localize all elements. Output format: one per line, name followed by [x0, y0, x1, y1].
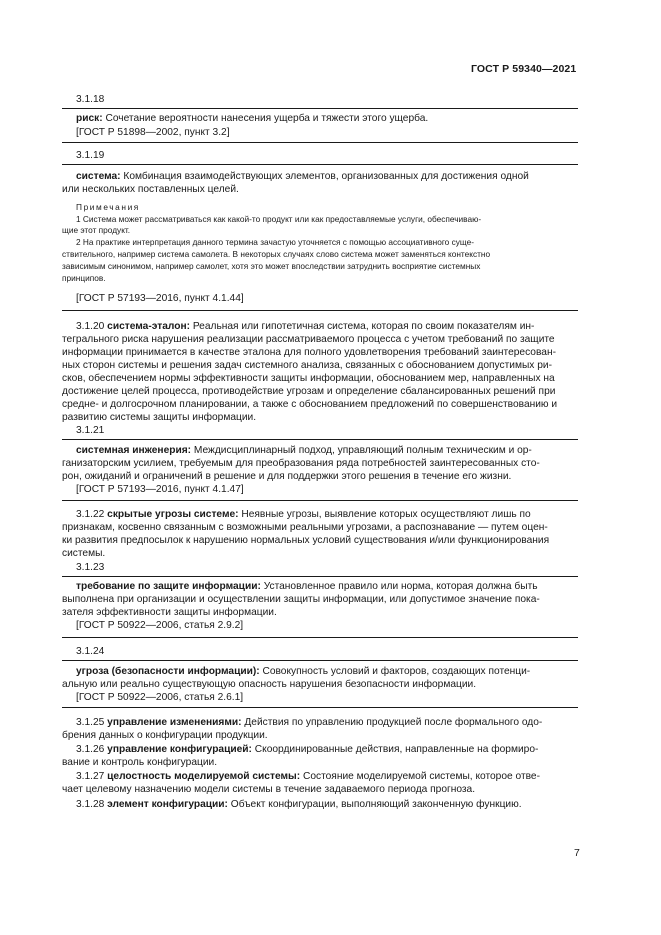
term: системная инженерия:: [76, 445, 192, 456]
definition-line: требование по защите информации: Установленное правило или норма, которая должна быть: [76, 581, 538, 592]
definition-line: альную или реально существующую опасность нарушения безопасности информации.: [62, 679, 477, 690]
term: целостность моделируемой системы:: [107, 771, 301, 782]
definition-line: системная инженерия: Междисциплинарный подход, управляющий полным техническим и ор-: [76, 445, 532, 456]
paragraph-line: признакам, косвенно связанным с возможными реальными угрозами, а распознавание — путем оцен-: [62, 522, 548, 533]
source-reference: [ГОСТ Р 51898—2002, пункт 3.2]: [76, 127, 230, 138]
definition-line: ганизаторским усилием, требуемым для преобразования ряда потребностей заинтересованных сто-: [62, 458, 540, 469]
term-number: 3.1.24: [76, 646, 105, 657]
note-line: 2 На практике интерпретация данного термина зачастую уточняется с помощью ассоциативного суще-: [76, 237, 474, 247]
definition-line: риск: Сочетание вероятности нанесения ущерба и тяжести этого ущерба.: [76, 113, 429, 124]
paragraph-line: вание и контроль конфигурации.: [62, 757, 218, 768]
term-box: [62, 576, 578, 638]
term-box: [62, 164, 578, 311]
term: управление изменениями:: [107, 717, 242, 728]
notes-heading: Примечания: [76, 202, 140, 212]
paragraph-line: ных сторон системы и решения задач системного анализа, связанных с обоснованием допустимых ри-: [62, 360, 552, 371]
term-number: 3.1.21: [76, 425, 105, 436]
definition-line: угроза (безопасности информации): Совокупность условий и факторов, создающих потенци-: [76, 666, 531, 677]
definition-line: выполнена при организации и осуществлении защиты информации, или допустимое значение пока-: [62, 594, 540, 605]
term: управление конфигурацией:: [107, 744, 252, 755]
paragraph-line: брения данных о конфигурации продукции.: [62, 730, 268, 741]
paragraph-line: чает целевому назначению модели системы в течение задаваемого периода прогноза.: [62, 784, 476, 795]
term: угроза (безопасности информации):: [76, 666, 260, 677]
note-line: принципов.: [62, 273, 106, 283]
source-reference: [ГОСТ Р 50922—2006, статья 2.6.1]: [76, 692, 244, 703]
paragraph-line: сков, обеспечением нормы эффективности защиты информации, обоснованием мер, направленных на: [62, 373, 555, 384]
paragraph-line: тегрального риска нарушения реализации рассматриваемого процесса с учетом требований по защите: [62, 334, 555, 345]
document-header: ГОСТ Р 59340—2021: [471, 63, 577, 75]
note-line: щие этот продукт.: [62, 225, 131, 235]
paragraph-line: 3.1.27 целостность моделируемой системы: Состояние моделируемой системы, которое отве-: [76, 771, 540, 782]
term-box: [62, 108, 578, 143]
source-reference: [ГОСТ Р 57193—2016, пункт 4.1.47]: [76, 484, 244, 495]
paragraph-line: 3.1.20 система-эталон: Реальная или гипотетичная система, которая по своим показателям ин-: [76, 321, 535, 332]
paragraph-line: 3.1.25 управление изменениями: Действия по управлению продукцией после формального одо-: [76, 717, 543, 728]
paragraph-line: информации принимается в качестве эталона для полного удовлетворения требований заинтересован-: [62, 347, 556, 358]
paragraph-line: 3.1.26 управление конфигурацией: Скоординированные действия, направленные на формиро-: [76, 744, 539, 755]
paragraph-line: средне- и долгосрочном планировании, а также с обоснованием предложений по совершенствованию и: [62, 399, 558, 410]
term: система-эталон:: [107, 321, 190, 332]
term-number: 3.1.18: [76, 94, 105, 105]
term-number: 3.1.19: [76, 150, 105, 161]
source-reference: [ГОСТ Р 57193—2016, пункт 4.1.44]: [76, 293, 244, 304]
term: элемент конфигурации:: [107, 799, 228, 810]
paragraph-line: достижение целей процесса, противодействие угрозам и определение сбалансированных решений при: [62, 386, 556, 397]
term: требование по защите информации:: [76, 581, 261, 592]
term: система:: [76, 171, 121, 182]
definition-line: или нескольких поставленных целей.: [62, 184, 239, 195]
paragraph-line: ки развития предпосылок к нарушению нормальных условий существования и/или функционирования: [62, 535, 550, 546]
paragraph-line: 3.1.22 скрытые угрозы системе: Неявные угрозы, выявление которых осуществляют лишь по: [76, 509, 531, 520]
page-number: 7: [574, 847, 580, 859]
term-box: [62, 439, 578, 501]
note-line: 1 Система может рассматриваться как какой-то продукт или как предоставляемые услуги, обеспечиваю-: [76, 214, 482, 224]
note-line: ствительного, например система самолета. В некоторых случаях слово система может заменяться контекстно: [62, 249, 491, 259]
definition-line: система: Комбинация взаимодействующих элементов, организованных для достижения одной: [76, 171, 529, 182]
paragraph-line: системы.: [62, 548, 106, 559]
paragraph-line: 3.1.28 элемент конфигурации: Объект конфигурации, выполняющий законченную функцию.: [76, 799, 522, 810]
term-number: 3.1.23: [76, 562, 105, 573]
term-box: [62, 660, 578, 708]
source-reference: [ГОСТ Р 50922—2006, статья 2.9.2]: [76, 620, 244, 631]
term: скрытые угрозы системе:: [107, 509, 239, 520]
term: риск:: [76, 113, 103, 124]
definition-line: рон, ожиданий и ограничений в решение и для поддержки этого решения в течение его жизни.: [62, 471, 512, 482]
paragraph-line: развитию системы защиты информации.: [62, 412, 257, 423]
definition-line: зателя эффективности защиты информации.: [62, 607, 277, 618]
note-line: зависимым синонимом, например самолет, хотя это может впоследствии затруднить восприятие системных: [62, 261, 481, 271]
